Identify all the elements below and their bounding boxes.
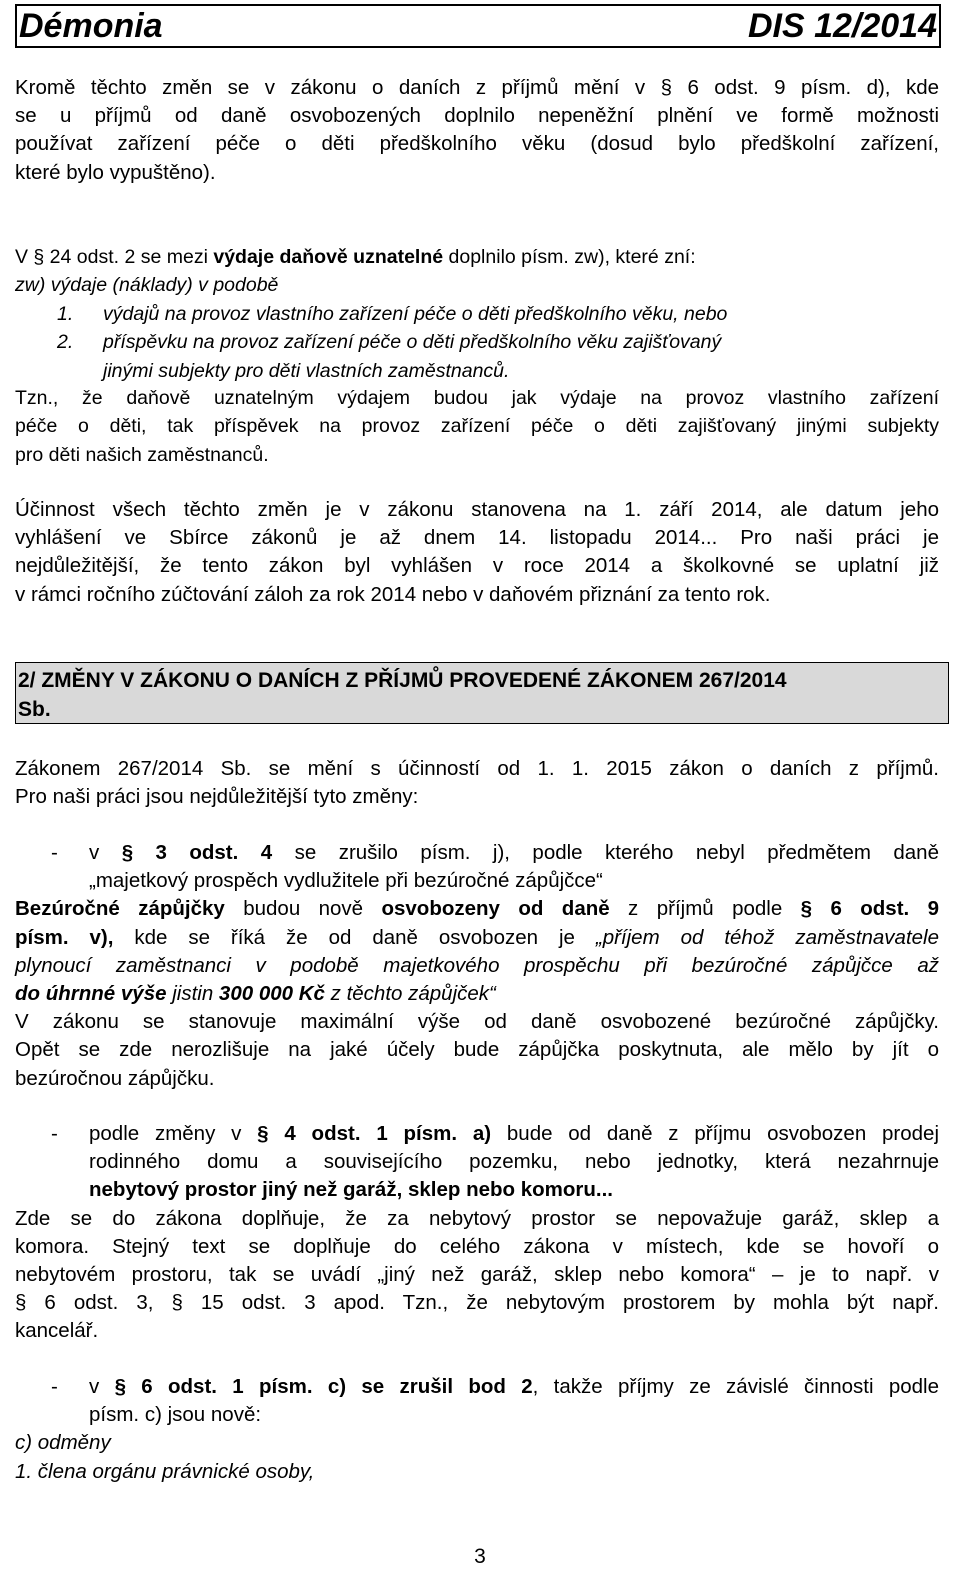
bullet-1: - v § 3 odst. 4 se zrušilo písm. j), podle kterého nebyl předmětem daně „majetkový prospěch vydlužitele při bezúročné zápůjčce“ Bezúročné zápůjčky budou nově osvobozeny od daně z příjmů podle § 6 odst. 9 písm. v), kde se říká že od daně osvobozen je „příjem od téhož zaměstnavatele plynoucí zaměstnanci v podobě majetkového prospěchu při bezúročné zápůjčce až do úhrnné výše jistin 300 000 Kč z těchto zápůjček“ V zákonu se stanovuje maximální výše od daně osvobozené bezúročné zápůjčky. Opět se zde nerozlišuje na jaké účely bude zápůjčka poskytnuta, ale mělo by jít o bezúročnou zápůjčku. [15,841,940,1090]
header-title: Démonia [19,7,163,45]
paragraph-1: Kromě těchto změn se v zákonu o daních z příjmů mění v § 6 odst. 9 písm. d), kde se u příjmů od daně osvobozených doplnilo nepeněžní plnění ve formě možnosti používat zařízení péče o děti předškolního věku (dosud bylo předškolní zařízení, které bylo vypuštěno). [15,76,939,184]
page-number: 3 [474,1545,486,1568]
paragraph-3: Tzn., že daňově uznatelným výdajem budou jak výdaje na provoz vlastního zařízení péče o děti, tak příspěvek na provoz zařízení péče o děti zajišťovaný jinými subjekty pro děti našich zaměstnanců. [15,387,939,466]
list-item: 1. výdajů na provoz vlastního zařízení péče o děti předškolního věku, nebo [57,302,728,325]
section-heading: 2/ ZMĚNY V ZÁKONU O DANÍCH Z PŘÍJMŮ PROVEDENÉ ZÁKONEM 267/2014 Sb. [15,662,949,724]
bullet-2: - podle změny v § 4 odst. 1 písm. a) bude od daně z příjmu osvobozen prodej rodinného domu a souvisejícího pozemku, nebo jednotky, která nezahrnuje nebytový prostor jiný než garáž, sklep nebo komoru... Zde se do zákona doplňuje, že za nebytový prostor se nepovažuje garáž, sklep a komora. Stejný text se doplňuje do celého zákona v místech, kde se hovoří o nebytovém prostoru, tak se uvádí „jiný než garáž, sklep nebo komora“ – je to např. v § 6 odst. 3, § 15 odst. 3 apod. Tzn., že nebytovým prostorem by mohla být např. kancelář. [15,1122,940,1343]
header-issue: DIS 12/2014 [747,7,937,45]
paragraph-5: Zákonem 267/2014 Sb. se mění s účinností od 1. 1. 2015 zákon o daních z příjmů. Pro naši práci jsou nejdůležitější tyto změny: [15,757,939,809]
list-item: 2. příspěvku na provoz zařízení péče o děti předškolního věku zajišťovaný [57,331,722,354]
bullet-3: - v § 6 odst. 1 písm. c) se zrušil bod 2, takže příjmy ze závislé činnosti podle písm. c) jsou nově: c) odměny 1. člena orgánu právnické osoby, [15,1375,940,1483]
paragraph-4: Účinnost všech těchto změn je v zákonu stanovena na 1. září 2014, ale datum jeho vyhlášení ve Sbírce zákonů je až dnem 14. listopadu 2014... Pro naši práci je nejdůležitější, že tento zákon byl vyhlášen v roce 2014 a školkovné se uplatní již v rámci ročního zúčtování záloh za rok 2014 nebo v daňovém přiznání za tento rok. [15,498,939,606]
paragraph-2: V § 24 odst. 2 se mezi výdaje daňově uznatelné doplnilo písm. zw), které zní: zw) výdaje (náklady) v podobě 1. výdajů na provoz vlastního zařízení péče o děti předškolního věku, nebo 2. příspěvku na provoz zařízení péče o děti předškolního věku zajišťovaný jinými subjekty pro děti vlastních zaměstnanců. [15,243,939,385]
document-header [15,4,941,48]
